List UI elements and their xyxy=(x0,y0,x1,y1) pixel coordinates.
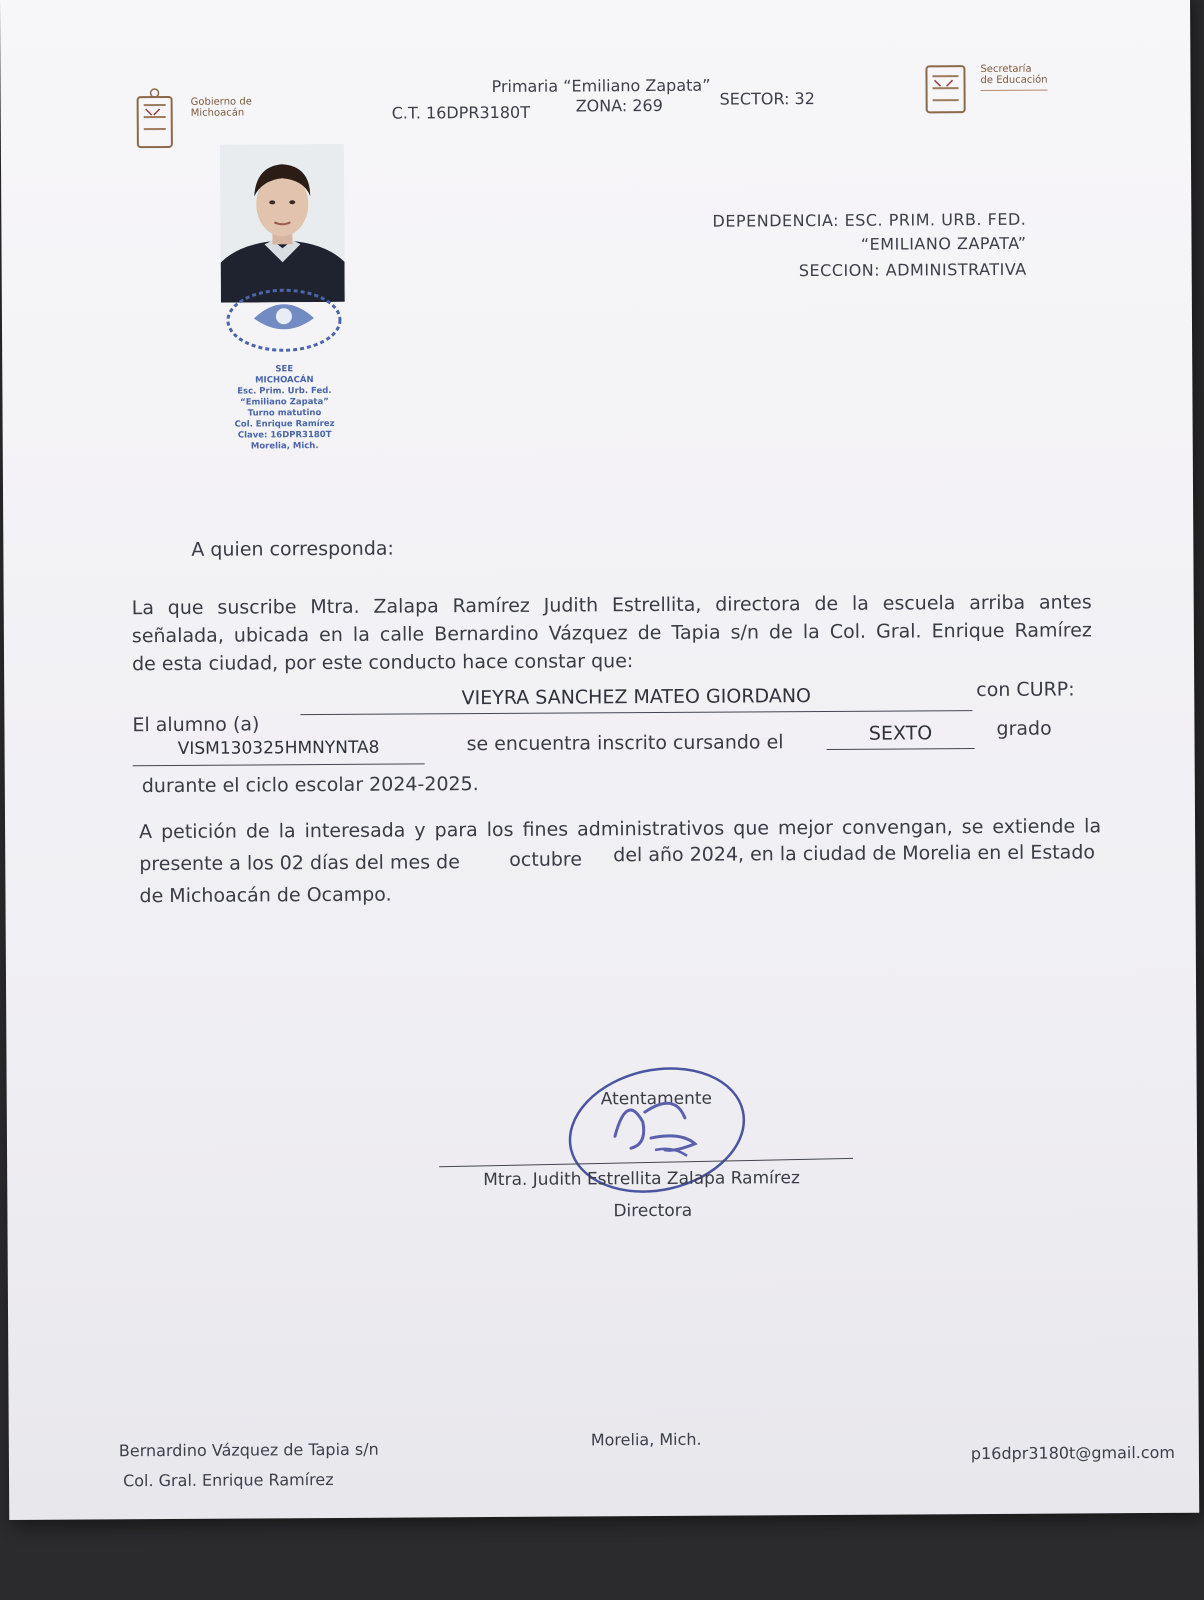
school-name: Primaria “Emiliano Zapata” xyxy=(491,75,711,96)
sector: SECTOR: 32 xyxy=(719,89,815,109)
eagle-seal-icon xyxy=(214,280,354,361)
school-stamp xyxy=(214,280,355,453)
ct-code: C.T. 16DPR3180T xyxy=(391,102,531,123)
stamp-line-3: Esc. Prim. Urb. Fed. xyxy=(237,385,332,397)
para2-line-2b: del año 2024, en la ciudad de Morelia en el Estado xyxy=(613,841,1096,867)
dependencia-line-2: “EMILIANO ZAPATA” xyxy=(860,233,1027,254)
stamp-line-1: SEE xyxy=(275,364,294,375)
stamp-line-7: Clave: 16DPR3180T xyxy=(237,429,332,441)
greeting: A quien corresponda: xyxy=(191,537,394,561)
para2-line-3: de Michoacán de Ocampo. xyxy=(139,883,392,908)
left-logo-text xyxy=(191,96,252,118)
para2-month: octubre xyxy=(509,848,583,871)
grado-label: grado xyxy=(996,717,1052,740)
alumno-name-field: VIEYRA SANCHEZ MATEO GIORDANO xyxy=(300,684,972,715)
para1-line-2: señalada, ubicada en la calle Bernardino Vázquez de Tapia s/n de la Col. Gral. Enrique Ramírez xyxy=(131,619,1092,648)
curp-label: con CURP: xyxy=(976,678,1075,702)
stamp-line-4: “Emiliano Zapata” xyxy=(240,396,329,408)
right-logo-line-1: Secretaría xyxy=(980,63,1032,76)
dependencia-line-1: DEPENDENCIA: ESC. PRIM. URB. FED. xyxy=(712,209,1027,231)
inscrito-text: se encuentra inscrito cursando el xyxy=(466,731,784,756)
left-logo-line-1: Gobierno de xyxy=(190,96,252,108)
stamp-line-6: Col. Enrique Ramírez xyxy=(234,418,335,430)
para2-line-1: A petición de la interesada y para los fines administrativos que mejor convengan, se extiende la xyxy=(139,815,1102,844)
gobierno-michoacan-logo xyxy=(134,87,178,157)
footer-email: p16dpr3180t@gmail.com xyxy=(970,1442,1176,1464)
stamp-text xyxy=(214,364,355,453)
alumno-label: El alumno (a) xyxy=(132,713,260,737)
right-logo-text xyxy=(980,64,1047,91)
coat-of-arms-icon xyxy=(922,58,970,116)
dependencia-line-3: SECCION: ADMINISTRATIVA xyxy=(798,259,1027,281)
stamp-line-8: Morelia, Mich. xyxy=(250,441,319,452)
footer-city: Morelia, Mich. xyxy=(590,1429,702,1450)
left-logo-line-2: Michoacán xyxy=(190,107,245,119)
student-portrait-image xyxy=(220,144,345,303)
right-logo-line-2: de Educación xyxy=(980,74,1048,87)
signer-title: Directora xyxy=(613,1200,693,1222)
para1-line-1: La que suscribe Mtra. Zalapa Ramírez Judith Estrellita, directora de la escuela arriba antes xyxy=(131,591,1092,620)
para2-line-2a: presente a los 02 días del mes de xyxy=(139,851,460,876)
coat-of-arms-icon xyxy=(134,87,178,153)
zona: ZONA: 269 xyxy=(575,95,663,116)
secretaria-educacion-logo xyxy=(922,58,970,120)
footer-address-1: Bernardino Vázquez de Tapia s/n xyxy=(118,1439,379,1461)
stamp-line-2: MICHOACÁN xyxy=(255,375,314,386)
student-photo xyxy=(220,144,345,303)
ciclo-escolar: durante el ciclo escolar 2024-2025. xyxy=(141,773,479,798)
curp-field: VISM130325HMNYNTA8 xyxy=(133,737,425,766)
stamp-line-5: Turno matutino xyxy=(247,408,322,419)
para1-line-3: de esta ciudad, por este conducto hace constar que: xyxy=(131,650,634,676)
signer-name: Mtra. Judith Estrellita Zalapa Ramírez xyxy=(483,1168,800,1191)
closing-atentamente: Atentamente xyxy=(600,1088,713,1110)
grado-field: SEXTO xyxy=(826,722,974,750)
footer-address-2: Col. Gral. Enrique Ramírez xyxy=(122,1469,334,1491)
